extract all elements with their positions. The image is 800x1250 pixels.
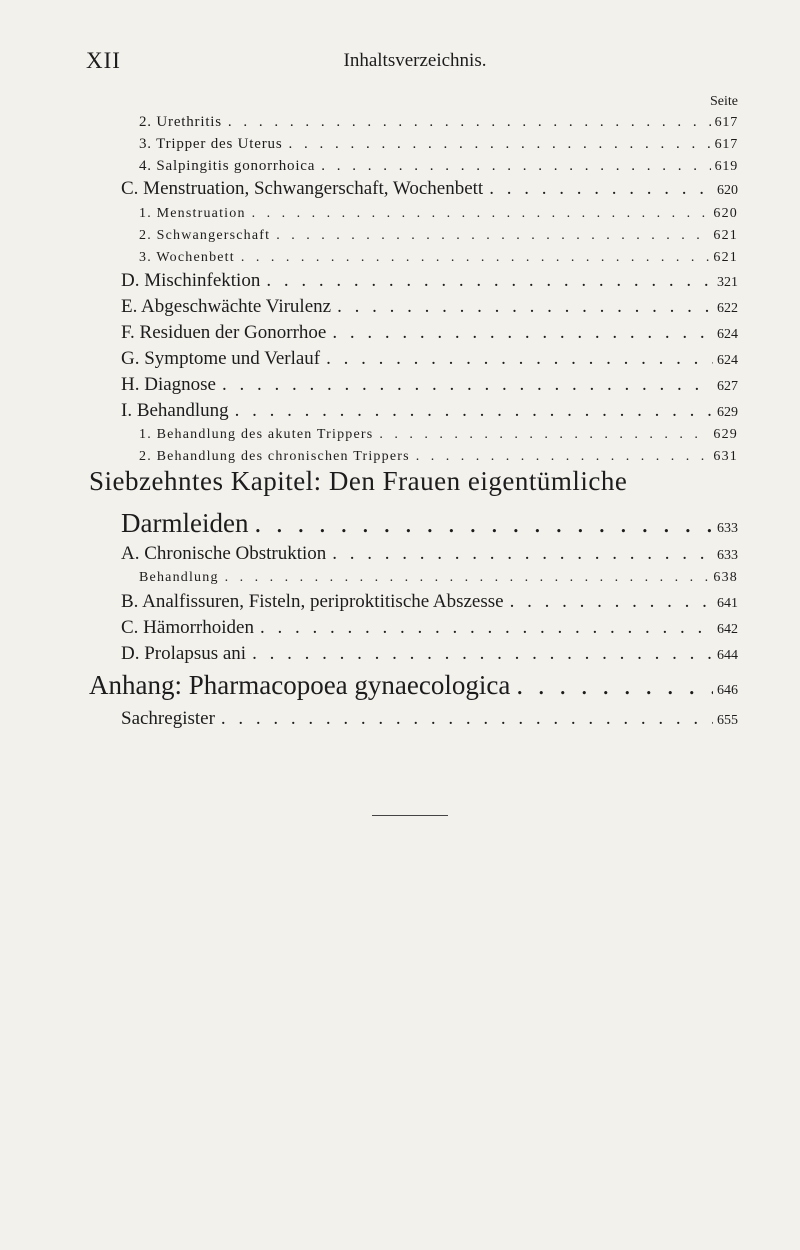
dot-leader [326,543,713,565]
dot-leader [410,449,710,465]
dot-leader [229,400,713,422]
toc-entry [89,670,738,701]
toc-entry [121,708,738,730]
toc-entry-page: 629 [713,427,738,442]
toc-entry-label: Anhang: Pharmacopoea gynaecologica [89,670,511,700]
toc-entry-label: D. Prolapsus ani [121,643,247,664]
dot-leader [270,228,709,244]
toc-entry-page: 321 [717,275,738,290]
toc-entry [121,296,738,318]
dot-leader [260,270,713,292]
dot-leader [373,427,709,443]
dot-leader [320,348,713,370]
toc-entry [121,374,738,396]
toc-entry [121,400,738,422]
toc-entry-label: 1. Menstruation [139,206,246,221]
toc-entry-page: 633 [717,548,738,563]
toc-entry [121,178,738,200]
dot-leader [504,591,713,613]
toc-entry-label: 1. Behandlung des akuten Trippers [139,427,374,442]
toc-entry-label: E. Abgeschwächte Virulenz [121,296,332,317]
dot-leader [235,250,710,266]
dot-leader [248,508,713,539]
dot-leader [246,643,713,665]
toc-entry [121,643,738,665]
toc-entry [121,617,738,639]
dot-leader [215,708,713,730]
toc-entry-label: 2. Behandlung des chronischen Trippers [139,449,410,464]
dot-leader [246,206,710,222]
closing-rule [372,815,448,816]
toc-entry [139,228,738,244]
toc-entry-label: 2. Urethritis [139,114,222,130]
toc-entry-label: C. Menstruation, Schwangerschaft, Wochenbett [121,178,484,199]
toc-entry-label: 3. Wochenbett [139,250,235,265]
toc-entry [139,158,738,175]
toc-entry-label: G. Symptome und Verlauf [121,348,321,369]
toc-entry [139,114,738,131]
toc-entry-page: 644 [717,648,738,663]
dot-leader [219,570,710,586]
dot-leader [315,158,710,175]
page-number: XII [86,48,121,73]
dot-leader [216,374,713,396]
toc-entry-label: C. Hämorrhoiden [121,617,254,638]
dot-leader [510,670,713,701]
running-title: Inhaltsverzeichnis. [343,50,487,71]
toc-entry-page: 624 [717,353,738,368]
toc-entry [139,449,738,465]
toc-entry [139,250,738,266]
toc-entry-page: 629 [717,405,738,420]
toc-entry-label: Darmleiden [121,508,249,538]
toc-entry-page: 641 [717,596,738,611]
toc-entry [121,270,738,292]
toc-entry-label: 4. Salpingitis gonorrhoica [139,158,316,174]
toc-entry [121,348,738,370]
dot-leader [331,296,713,318]
toc-entry-page: 620 [713,206,738,221]
toc-entry-page: 631 [713,449,738,464]
toc-entry-label: B. Analfissuren, Fisteln, periproktitische Abszesse [121,591,504,612]
toc-entry-label: I. Behandlung [121,400,229,421]
toc-entry [139,136,738,153]
toc-entry-label: F. Residuen der Gonorrhoe [121,322,327,343]
toc-entry-page: 638 [713,570,738,585]
toc-entry-page: 621 [713,250,738,265]
toc-entry-page: 617 [714,115,738,130]
toc-entry-page: 633 [717,521,738,536]
toc-entry-label: 2. Schwangerschaft [139,228,271,243]
page-column-heading: Seite [710,94,738,109]
toc-entry-page: 627 [717,379,738,394]
toc-entry-label: 3. Tripper des Uterus [139,136,283,152]
chapter-title: Siebzehntes Kapitel: Den Frauen eigentümliche [89,466,628,496]
dot-leader [282,136,710,153]
dot-leader [254,617,713,639]
toc-entry-label: D. Mischinfektion [121,270,261,291]
toc-entry [139,427,738,443]
toc-entry-label: A. Chronische Obstruktion [121,543,327,564]
toc-entry-label: Behandlung [139,570,219,585]
toc-entry-page: 617 [714,137,738,152]
dot-leader [483,178,713,200]
toc-entry-page: 646 [717,683,738,698]
toc-entry [121,508,738,539]
toc-entry-label: Sachregister [121,708,215,729]
toc-entry-page: 642 [717,622,738,637]
toc-entry-page: 621 [713,228,738,243]
toc-entry [121,591,738,613]
toc-entry-page: 619 [714,159,738,174]
toc-entry [121,322,738,344]
toc-entry [139,570,738,586]
toc-entry-page: 622 [717,301,738,316]
toc-entry [121,543,738,565]
toc-entry-page: 655 [717,713,738,728]
toc-entry-page: 624 [717,327,738,342]
toc-entry [139,206,738,222]
toc-entry-label: H. Diagnose [121,374,216,395]
dot-leader [326,322,713,344]
toc-entry-page: 620 [717,183,738,198]
dot-leader [222,114,711,131]
